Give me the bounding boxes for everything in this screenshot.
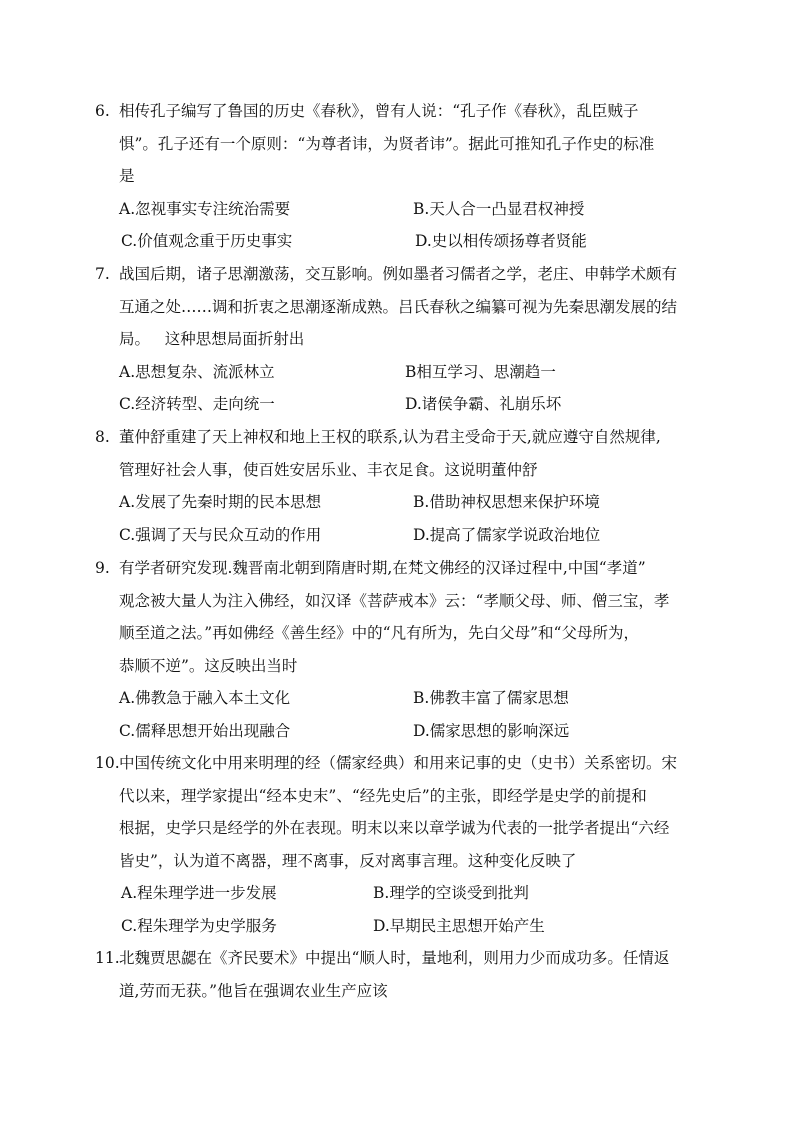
option-c[interactable]: C.程朱理学为史学服务 <box>121 916 277 935</box>
option-c[interactable]: C.强调了天与民众互动的作用 <box>119 525 322 544</box>
option-row <box>95 486 705 519</box>
question-number: 11. <box>95 949 120 967</box>
option-b[interactable]: B.理学的空谈受到批判 <box>373 884 529 902</box>
question-text: 北魏贾思勰在《齐民要术》中提出“顺人时，量地利，则用力少而成功多。任情返 <box>119 949 670 967</box>
question-text: 道,劳而无获。”他旨在强调农业生产应该 <box>119 981 388 1000</box>
question-text: 中国传统文化中用来明理的经（儒家经典）和用来记事的史（史书）关系密切。宋 <box>119 754 678 772</box>
question-7 <box>95 258 705 421</box>
option-d[interactable]: D.提高了儒家学说政治地位 <box>413 525 601 544</box>
question-text: 相传孔子编写了鲁国的历史《春秋》，曾有人说：“孔子作《春秋》，乱臣贼子 <box>119 102 639 120</box>
option-a[interactable]: A.忽视事实专注统治需要 <box>119 199 291 218</box>
option-b[interactable]: B相互学习、思潮趋一 <box>405 362 556 381</box>
question-text: 代以来，理学家提出“经本史末”、“经先史后”的主张，即经学是史学的前提和 <box>119 786 647 805</box>
question-number: 6. <box>95 102 110 120</box>
question-text: 局。 这种思想局面折射出 <box>119 330 305 348</box>
question-text: 是 <box>119 167 135 185</box>
option-row <box>95 877 705 910</box>
option-row <box>95 519 705 552</box>
question-10 <box>95 747 705 942</box>
question-line <box>95 95 705 128</box>
question-text: 管理好社会人事，使百姓安居乐业、丰衣足食。这说明董仲舒 <box>119 460 538 479</box>
question-text: 根据，史学只是经学的外在表现。明末以来以章学诚为代表的一批学者提出“六经 <box>119 819 670 837</box>
question-number: 10. <box>95 754 120 772</box>
question-line <box>95 552 705 585</box>
option-a[interactable]: A.程朱理学进一步发展 <box>121 884 277 902</box>
option-c[interactable]: C.儒释思想开始出现融合 <box>119 721 291 740</box>
option-row <box>95 682 705 715</box>
question-text: 互通之处……调和折衷之思潮逐渐成熟。吕氏春秋之编纂可视为先秦思潮发展的结 <box>119 297 678 316</box>
question-6 <box>95 95 705 258</box>
question-line <box>95 747 705 780</box>
question-text: 有学者研究发现.魏晋南北朝到隋唐时期,在梵文佛经的汉译过程中,中国“孝道” <box>119 559 646 577</box>
option-row <box>95 225 705 258</box>
question-number: 8. <box>95 428 110 446</box>
option-c[interactable]: C.经济转型、走向统一 <box>119 395 275 413</box>
option-b[interactable]: B.天人合一凸显君权神授 <box>413 199 585 218</box>
option-d[interactable]: D.诸侯争霸、礼崩乐坏 <box>405 395 562 413</box>
option-b[interactable]: B.佛教丰富了儒家思想 <box>413 689 569 707</box>
question-text: 恭顺不逆”。这反映出当时 <box>119 656 298 675</box>
option-a[interactable]: A.发展了先秦时期的民本思想 <box>119 493 322 511</box>
question-number: 9. <box>95 559 110 577</box>
question-number: 7. <box>95 265 110 283</box>
option-d[interactable]: D.史以相传颂扬尊者贤能 <box>415 232 587 250</box>
question-11 <box>95 942 705 1007</box>
option-row <box>95 193 705 226</box>
option-d[interactable]: D.儒家思想的影响深远 <box>413 721 570 740</box>
question-text: 惧”。孔子还有一个原则：“为尊者讳，为贤者讳”。据此可推知孔子作史的标准 <box>119 134 655 153</box>
option-a[interactable]: A.思想复杂、流派林立 <box>119 362 275 381</box>
question-9 <box>95 552 705 747</box>
option-row <box>95 388 705 421</box>
option-d[interactable]: D.早期民主思想开始产生 <box>373 916 545 935</box>
question-text: 董仲舒重建了天上神权和地上王权的联系,认为君主受命于天,就应遵守自然规律, <box>119 428 661 446</box>
option-c[interactable]: C.价值观念重于历史事实 <box>121 232 293 250</box>
question-line <box>95 942 705 975</box>
question-text: 观念被大量人为注入佛经，如汉译《菩萨戒本》云：“孝顺父母、师、僧三宝，孝 <box>119 591 670 610</box>
question-8 <box>95 421 705 551</box>
question-line <box>95 421 705 454</box>
option-row <box>95 715 705 748</box>
option-a[interactable]: A.佛教急于融入本土文化 <box>119 689 291 707</box>
option-row <box>95 356 705 389</box>
option-b[interactable]: B.借助神权思想来保护环境 <box>413 493 600 511</box>
question-text: 顺至道之法。”再如佛经《善生经》中的“凡有所为，先白父母”和“父母所为， <box>119 624 639 642</box>
question-text: 战国后期，诸子思潮激荡，交互影响。例如墨者习儒者之学，老庄、申韩学术颇有 <box>119 265 678 283</box>
option-row <box>95 910 705 943</box>
question-text: 皆史”，认为道不离器，理不离事，反对离事言理。这种变化反映了 <box>119 851 577 870</box>
question-line <box>95 258 705 291</box>
